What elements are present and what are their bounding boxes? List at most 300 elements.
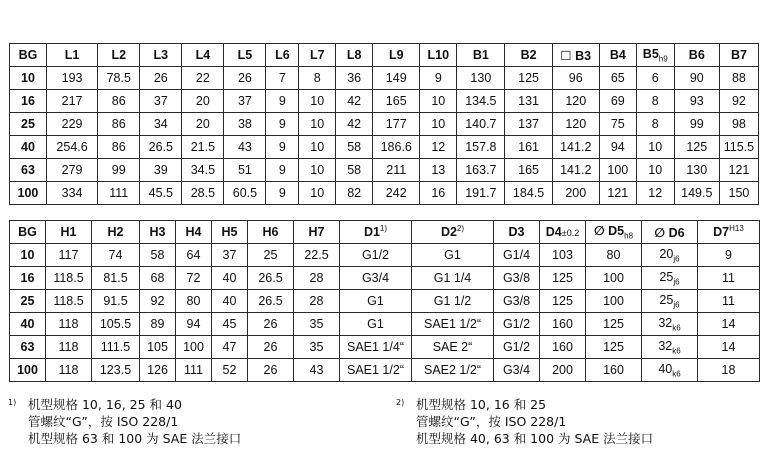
- value-cell: 86: [98, 136, 140, 159]
- column-header-label: BG: [18, 48, 38, 62]
- column-header: [552, 44, 599, 67]
- value-cell: 105: [140, 336, 176, 359]
- value-cell: 334: [46, 182, 97, 205]
- value-cell: 117: [46, 244, 92, 267]
- value-cell: 18: [698, 359, 760, 382]
- tolerance-subscript: h8: [624, 231, 634, 241]
- footnote-marker: 2): [396, 398, 405, 407]
- value-cell: 103: [540, 244, 586, 267]
- value-cell: 165: [373, 90, 420, 113]
- value-cell: 126: [140, 359, 176, 382]
- value-cell: 125: [505, 67, 552, 90]
- value-cell: 184.5: [505, 182, 552, 205]
- value-cell: 88: [719, 67, 758, 90]
- column-header: [373, 44, 420, 67]
- value-cell: 68: [140, 267, 176, 290]
- value-cell: 165: [505, 159, 552, 182]
- cell-value: 32: [658, 338, 673, 353]
- table-row: [10, 359, 760, 382]
- footnote-line: 机型规格 10, 16 和 25: [416, 397, 547, 412]
- column-header: [674, 44, 719, 67]
- value-cell: 65: [599, 67, 636, 90]
- value-cell: 37: [212, 244, 248, 267]
- value-cell: 8: [636, 90, 674, 113]
- column-header-label: L2: [111, 48, 127, 62]
- size-cell: 100: [10, 182, 47, 205]
- column-header-label: B1: [472, 48, 489, 62]
- tolerance-subscript: h9: [658, 54, 668, 64]
- value-cell: [642, 290, 698, 313]
- tolerance-subscript: k6: [672, 346, 681, 356]
- value-cell: 163.7: [457, 159, 505, 182]
- column-header: [46, 44, 97, 67]
- column-header-label: H1: [60, 225, 77, 239]
- column-header-label: L10: [427, 48, 450, 62]
- value-cell: 94: [599, 136, 636, 159]
- value-cell: G1: [340, 313, 412, 336]
- value-cell: 105.5: [92, 313, 140, 336]
- value-cell: 130: [674, 159, 719, 182]
- column-header: [457, 44, 505, 67]
- column-header-label: H3: [149, 225, 166, 239]
- value-cell: 7: [266, 67, 299, 90]
- value-cell: 149.5: [674, 182, 719, 205]
- value-cell: 16: [420, 182, 457, 205]
- column-header: [10, 44, 47, 67]
- value-cell: 9: [266, 136, 299, 159]
- size-cell: 16: [10, 267, 46, 290]
- value-cell: 10: [299, 113, 336, 136]
- column-header-label: B4: [609, 48, 626, 62]
- value-cell: 37: [224, 90, 266, 113]
- value-cell: 125: [586, 336, 642, 359]
- value-cell: G1/2: [494, 313, 540, 336]
- value-cell: 200: [552, 182, 599, 205]
- dimension-table-lengths: [9, 43, 759, 205]
- tolerance-label: ±0.2: [561, 228, 580, 238]
- value-cell: 92: [719, 90, 758, 113]
- value-cell: 28.5: [182, 182, 224, 205]
- value-cell: 211: [373, 159, 420, 182]
- column-header: [412, 221, 494, 244]
- value-cell: 118: [46, 313, 92, 336]
- value-cell: SAE1 1/2“: [412, 313, 494, 336]
- column-header-label: BG: [18, 225, 37, 239]
- value-cell: 9: [698, 244, 760, 267]
- value-cell: G3/4: [340, 267, 412, 290]
- value-cell: 47: [212, 336, 248, 359]
- value-cell: 193: [46, 67, 97, 90]
- value-cell: 125: [540, 267, 586, 290]
- value-cell: 26.5: [140, 136, 182, 159]
- value-cell: 13: [420, 159, 457, 182]
- column-header-label: B7: [730, 48, 747, 62]
- cell-value: 25: [659, 269, 674, 284]
- value-cell: 90: [674, 67, 719, 90]
- column-header: [212, 221, 248, 244]
- value-cell: G1 1/4: [412, 267, 494, 290]
- value-cell: 43: [294, 359, 340, 382]
- value-cell: 100: [599, 159, 636, 182]
- value-cell: 89: [140, 313, 176, 336]
- value-cell: 39: [140, 159, 182, 182]
- value-cell: 157.8: [457, 136, 505, 159]
- cell-value: 25: [659, 292, 674, 307]
- value-cell: 96: [552, 67, 599, 90]
- column-header: [266, 44, 299, 67]
- value-cell: 42: [336, 113, 373, 136]
- value-cell: 177: [373, 113, 420, 136]
- value-cell: 93: [674, 90, 719, 113]
- value-cell: 40: [212, 290, 248, 313]
- value-cell: G3/4: [494, 359, 540, 382]
- value-cell: 111: [176, 359, 212, 382]
- value-cell: 149: [373, 67, 420, 90]
- value-cell: 8: [299, 67, 336, 90]
- tolerance-subscript: j6: [673, 300, 680, 310]
- value-cell: 242: [373, 182, 420, 205]
- value-cell: G3/8: [494, 290, 540, 313]
- value-cell: 10: [636, 159, 674, 182]
- column-header-label: L9: [388, 48, 404, 62]
- column-header: [636, 44, 674, 67]
- column-header: [336, 44, 373, 67]
- value-cell: 125: [540, 290, 586, 313]
- column-header-label: B5: [642, 46, 659, 61]
- table-row: [10, 244, 760, 267]
- column-header-label: L5: [237, 48, 253, 62]
- value-cell: 21.5: [182, 136, 224, 159]
- tolerance-subscript: j6: [673, 277, 680, 287]
- value-cell: [642, 244, 698, 267]
- value-cell: 86: [98, 90, 140, 113]
- column-header-label: B6: [688, 48, 705, 62]
- value-cell: 9: [266, 113, 299, 136]
- value-cell: 28: [294, 290, 340, 313]
- footnote-1: [8, 396, 242, 447]
- column-header-label: ☐ B3: [560, 48, 592, 63]
- table-row: [10, 113, 759, 136]
- column-header-label: H4: [185, 225, 202, 239]
- column-header-label: B2: [520, 48, 537, 62]
- column-header: [98, 44, 140, 67]
- column-header: [642, 221, 698, 244]
- column-header: [10, 221, 46, 244]
- value-cell: 26.5: [248, 267, 294, 290]
- value-cell: 118.5: [46, 267, 92, 290]
- value-cell: 69: [599, 90, 636, 113]
- column-header-label: D4: [545, 225, 562, 239]
- value-cell: 45.5: [140, 182, 182, 205]
- column-header: [46, 221, 92, 244]
- value-cell: 72: [176, 267, 212, 290]
- table-row: [10, 90, 759, 113]
- value-cell: 35: [294, 313, 340, 336]
- column-header-label: L4: [195, 48, 211, 62]
- cell-value: 20: [659, 246, 674, 261]
- value-cell: 100: [586, 290, 642, 313]
- footnote-line: 机型规格 40, 63 和 100 为 SAE 法兰接口: [416, 431, 654, 446]
- footnote-line: 机型规格 63 和 100 为 SAE 法兰接口: [28, 431, 242, 446]
- value-cell: 26: [248, 336, 294, 359]
- value-cell: 81.5: [92, 267, 140, 290]
- value-cell: 141.2: [552, 159, 599, 182]
- value-cell: 160: [586, 359, 642, 382]
- column-header: [505, 44, 552, 67]
- value-cell: 99: [98, 159, 140, 182]
- value-cell: 58: [336, 136, 373, 159]
- value-cell: 161: [505, 136, 552, 159]
- value-cell: 10: [299, 136, 336, 159]
- value-cell: 28: [294, 267, 340, 290]
- value-cell: G1: [412, 244, 494, 267]
- value-cell: 91.5: [92, 290, 140, 313]
- value-cell: 64: [176, 244, 212, 267]
- value-cell: 51: [224, 159, 266, 182]
- value-cell: 52: [212, 359, 248, 382]
- value-cell: G3/8: [494, 267, 540, 290]
- column-header-label: L7: [309, 48, 325, 62]
- column-header-label: H5: [221, 225, 238, 239]
- value-cell: 10: [299, 182, 336, 205]
- value-cell: 134.5: [457, 90, 505, 113]
- value-cell: 34.5: [182, 159, 224, 182]
- value-cell: 111: [98, 182, 140, 205]
- value-cell: 9: [266, 159, 299, 182]
- column-header-label: L8: [346, 48, 362, 62]
- value-cell: 279: [46, 159, 97, 182]
- value-cell: 58: [336, 159, 373, 182]
- value-cell: 12: [636, 182, 674, 205]
- column-header: [586, 221, 642, 244]
- column-header-label: D7: [713, 225, 730, 240]
- value-cell: 43: [224, 136, 266, 159]
- value-cell: 217: [46, 90, 97, 113]
- column-header: [224, 44, 266, 67]
- table-row: [10, 136, 759, 159]
- column-header: [140, 44, 182, 67]
- value-cell: SAE2 1/2“: [412, 359, 494, 382]
- value-cell: 20: [182, 113, 224, 136]
- value-cell: 80: [176, 290, 212, 313]
- column-header: [248, 221, 294, 244]
- value-cell: 74: [92, 244, 140, 267]
- size-cell: 63: [10, 159, 47, 182]
- value-cell: 45: [212, 313, 248, 336]
- value-cell: 92: [140, 290, 176, 313]
- value-cell: 130: [457, 67, 505, 90]
- value-cell: 40: [212, 267, 248, 290]
- value-cell: 160: [540, 336, 586, 359]
- value-cell: 118: [46, 336, 92, 359]
- column-header-label: H6: [262, 225, 279, 239]
- value-cell: 11: [698, 267, 760, 290]
- column-header-label: ∅ D6: [654, 225, 685, 240]
- column-header-label: D1: [363, 225, 380, 240]
- footnote-superscript: 2): [456, 224, 465, 234]
- value-cell: 10: [420, 113, 457, 136]
- size-cell: 16: [10, 90, 47, 113]
- table-row: [10, 182, 759, 205]
- column-header: [92, 221, 140, 244]
- value-cell: [642, 359, 698, 382]
- value-cell: 9: [266, 182, 299, 205]
- value-cell: 125: [586, 313, 642, 336]
- value-cell: 60.5: [224, 182, 266, 205]
- size-cell: 100: [10, 359, 46, 382]
- value-cell: 10: [299, 90, 336, 113]
- table-row: [10, 67, 759, 90]
- value-cell: 82: [336, 182, 373, 205]
- footnote-marker: 1): [8, 398, 17, 407]
- value-cell: 186.6: [373, 136, 420, 159]
- table-row: [10, 336, 760, 359]
- tolerance-subscript: k6: [672, 369, 681, 379]
- value-cell: 58: [140, 244, 176, 267]
- value-cell: 86: [98, 113, 140, 136]
- value-cell: 118.5: [46, 290, 92, 313]
- value-cell: 137: [505, 113, 552, 136]
- value-cell: 9: [266, 90, 299, 113]
- value-cell: 26.5: [248, 290, 294, 313]
- value-cell: 37: [140, 90, 182, 113]
- value-cell: SAE 2“: [412, 336, 494, 359]
- column-header-label: D2: [440, 225, 457, 240]
- value-cell: 36: [336, 67, 373, 90]
- value-cell: 26: [224, 67, 266, 90]
- size-cell: 25: [10, 290, 46, 313]
- column-header: [494, 221, 540, 244]
- value-cell: 22: [182, 67, 224, 90]
- column-header: [140, 221, 176, 244]
- value-cell: 12: [420, 136, 457, 159]
- value-cell: 14: [698, 336, 760, 359]
- cell-value: 32: [658, 315, 673, 330]
- value-cell: 11: [698, 290, 760, 313]
- column-header-label: D3: [508, 225, 525, 239]
- value-cell: 10: [420, 90, 457, 113]
- value-cell: 125: [674, 136, 719, 159]
- value-cell: 191.7: [457, 182, 505, 205]
- value-cell: 121: [719, 159, 758, 182]
- value-cell: G1 1/2: [412, 290, 494, 313]
- value-cell: 14: [698, 313, 760, 336]
- value-cell: 80: [586, 244, 642, 267]
- value-cell: G1/2: [494, 336, 540, 359]
- column-header: [698, 221, 760, 244]
- value-cell: 26: [248, 313, 294, 336]
- dimension-table-heights-ports: [9, 220, 760, 382]
- value-cell: 131: [505, 90, 552, 113]
- value-cell: 121: [599, 182, 636, 205]
- column-header-label: L3: [153, 48, 169, 62]
- value-cell: 160: [540, 313, 586, 336]
- table-row: [10, 290, 760, 313]
- table-header-row: [10, 221, 760, 244]
- value-cell: 118: [46, 359, 92, 382]
- column-header: [719, 44, 758, 67]
- value-cell: 35: [294, 336, 340, 359]
- value-cell: 120: [552, 90, 599, 113]
- value-cell: 10: [636, 136, 674, 159]
- value-cell: 38: [224, 113, 266, 136]
- value-cell: 25: [248, 244, 294, 267]
- table-row: [10, 267, 760, 290]
- column-header: [176, 221, 212, 244]
- value-cell: 100: [586, 267, 642, 290]
- size-cell: 10: [10, 67, 47, 90]
- value-cell: 75: [599, 113, 636, 136]
- column-header: [299, 44, 336, 67]
- value-cell: SAE1 1/2“: [340, 359, 412, 382]
- value-cell: 20: [182, 90, 224, 113]
- footnote-2: [396, 396, 654, 447]
- value-cell: 115.5: [719, 136, 758, 159]
- value-cell: 254.6: [46, 136, 97, 159]
- column-header-label: H7: [308, 225, 325, 239]
- value-cell: 123.5: [92, 359, 140, 382]
- value-cell: G1/4: [494, 244, 540, 267]
- column-header-label: L6: [275, 48, 290, 62]
- cell-value: 40: [658, 361, 673, 376]
- footnote-line: 机型规格 10, 16, 25 和 40: [28, 397, 182, 412]
- value-cell: 140.7: [457, 113, 505, 136]
- value-cell: 9: [420, 67, 457, 90]
- value-cell: 22.5: [294, 244, 340, 267]
- footnote-superscript: H13: [729, 224, 744, 234]
- column-header: [182, 44, 224, 67]
- size-cell: 40: [10, 136, 47, 159]
- value-cell: 99: [674, 113, 719, 136]
- column-header: [540, 221, 586, 244]
- table-row: [10, 313, 760, 336]
- value-cell: SAE1 1/4“: [340, 336, 412, 359]
- value-cell: G1/2: [340, 244, 412, 267]
- column-header: [420, 44, 457, 67]
- value-cell: 6: [636, 67, 674, 90]
- value-cell: 200: [540, 359, 586, 382]
- footnote-line: 管螺纹“G”，按 ISO 228/1: [416, 414, 567, 429]
- value-cell: 94: [176, 313, 212, 336]
- value-cell: [642, 267, 698, 290]
- size-cell: 10: [10, 244, 46, 267]
- value-cell: 141.2: [552, 136, 599, 159]
- value-cell: 229: [46, 113, 97, 136]
- table-row: [10, 159, 759, 182]
- value-cell: 8: [636, 113, 674, 136]
- column-header: [294, 221, 340, 244]
- value-cell: 100: [176, 336, 212, 359]
- value-cell: [642, 336, 698, 359]
- size-cell: 25: [10, 113, 47, 136]
- value-cell: 10: [299, 159, 336, 182]
- value-cell: 120: [552, 113, 599, 136]
- value-cell: 111.5: [92, 336, 140, 359]
- value-cell: 34: [140, 113, 182, 136]
- value-cell: 26: [140, 67, 182, 90]
- value-cell: 42: [336, 90, 373, 113]
- size-cell: 63: [10, 336, 46, 359]
- value-cell: 98: [719, 113, 758, 136]
- column-header: [599, 44, 636, 67]
- table-header-row: [10, 44, 759, 67]
- tolerance-subscript: k6: [672, 323, 681, 333]
- column-header-label: L1: [64, 48, 80, 62]
- tolerance-subscript: j6: [673, 254, 680, 264]
- value-cell: 78.5: [98, 67, 140, 90]
- value-cell: G1: [340, 290, 412, 313]
- value-cell: 150: [719, 182, 758, 205]
